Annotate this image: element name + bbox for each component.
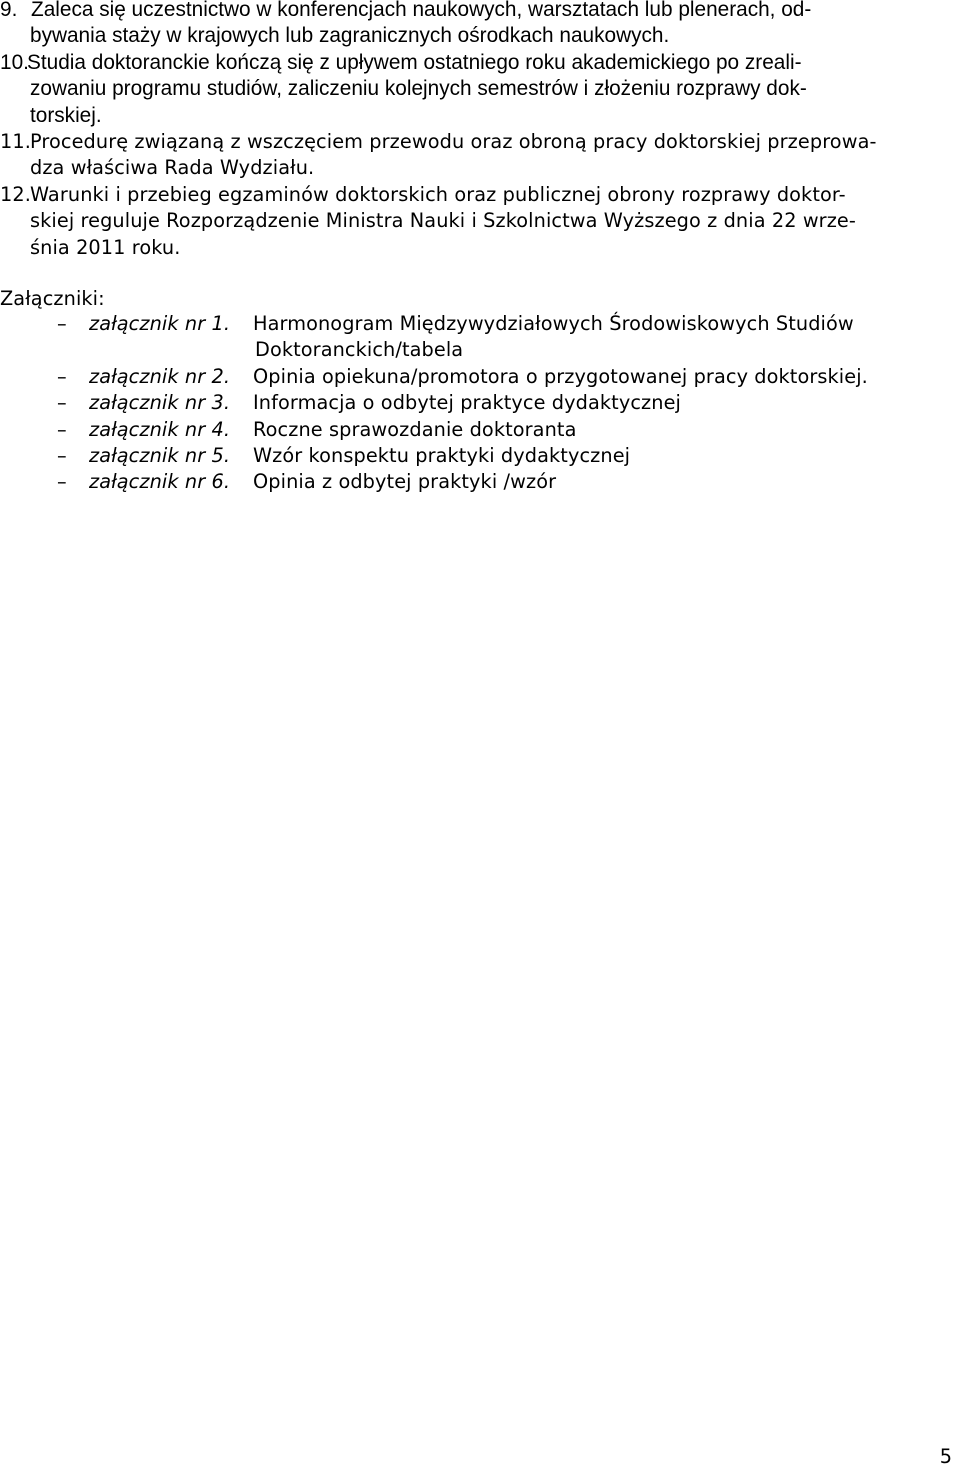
item-number: 11. — [0, 130, 31, 153]
dash-bullet: – — [57, 417, 67, 441]
list-item-12 — [0, 182, 958, 261]
list-item-line — [0, 50, 958, 76]
attachment-item-2 — [0, 364, 958, 390]
item-text: Warunki i przebieg egzaminów doktorskich oraz publicznej obrony rozprawy doktor- — [30, 182, 846, 206]
list-item-line — [0, 182, 958, 208]
attachment-item-1 — [0, 311, 958, 364]
item-text: torskiej. — [30, 103, 102, 127]
dash-bullet: – — [57, 391, 67, 415]
item-text: Zaleca się uczestnictwo w konferencjach naukowych, warsztatach lub plenerach, od- — [31, 0, 812, 21]
list-item-line — [0, 0, 958, 23]
page-number: 5 — [939, 1445, 952, 1468]
attachment-desc: Wzór konspektu praktyki dydaktycznej — [253, 443, 631, 467]
attachment-desc: Roczne sprawozdanie doktoranta — [253, 417, 577, 441]
item-text: dza właściwa Rada Wydziału. — [30, 156, 315, 180]
dash-bullet: – — [57, 470, 67, 494]
attachment-desc: Informacja o odbytej praktyce dydaktycznej — [253, 391, 682, 415]
attachment-ref: załącznik nr 3. — [89, 391, 231, 415]
list-item-9 — [0, 0, 958, 50]
attachment-ref: załącznik nr 2. — [89, 364, 231, 388]
attachment-desc: Opinia opiekuna/promotora o przygotowanej pracy doktorskiej. — [253, 364, 868, 388]
item-text: Studia doktoranckie kończą się z upływem ostatniego roku akademickiego po zreali- — [27, 50, 802, 74]
item-number: 10. — [0, 50, 29, 74]
list-item-line — [0, 129, 958, 155]
attachment-ref: załącznik nr 1. — [89, 312, 231, 335]
attachment-ref: załącznik nr 4. — [89, 417, 231, 441]
attachments-heading: Załączniki: — [0, 287, 105, 310]
attachment-desc: Opinia z odbytej praktyki /wzór — [253, 470, 557, 494]
item-text: skiej reguluje Rozporządzenie Ministra Nauki i Szkolnictwa Wyższego z dnia 22 wrze- — [30, 209, 856, 233]
list-item-11 — [0, 129, 958, 182]
attachment-item-4 — [0, 417, 958, 443]
item-text: śnia 2011 roku. — [30, 235, 181, 259]
attachment-item-5 — [0, 443, 958, 469]
attachment-desc: Harmonogram Międzywydziałowych Środowiskowych Studiów — [253, 312, 854, 335]
item-number: 12. — [0, 182, 31, 206]
attachment-item-6 — [0, 469, 958, 495]
attachment-item-3 — [0, 390, 958, 416]
item-number: 9. — [0, 0, 18, 21]
dash-bullet: – — [57, 312, 67, 335]
list-item-10 — [0, 50, 958, 129]
dash-bullet: – — [57, 364, 67, 388]
attachment-ref: załącznik nr 5. — [89, 443, 231, 467]
item-text: bywania staży w krajowych lub zagranicznych ośrodkach naukowych. — [30, 24, 670, 48]
item-text: zowaniu programu studiów, zaliczeniu kolejnych semestrów i złożeniu rozprawy dok- — [30, 77, 807, 101]
dash-bullet: – — [57, 443, 67, 467]
item-text: Procedurę związaną z wszczęciem przewodu oraz obroną pracy doktorskiej przeprowa- — [30, 130, 877, 153]
attachments-list — [0, 311, 958, 496]
attachment-ref: załącznik nr 6. — [89, 470, 231, 494]
attachment-desc-continued: Doktoranckich/tabela — [255, 338, 464, 362]
